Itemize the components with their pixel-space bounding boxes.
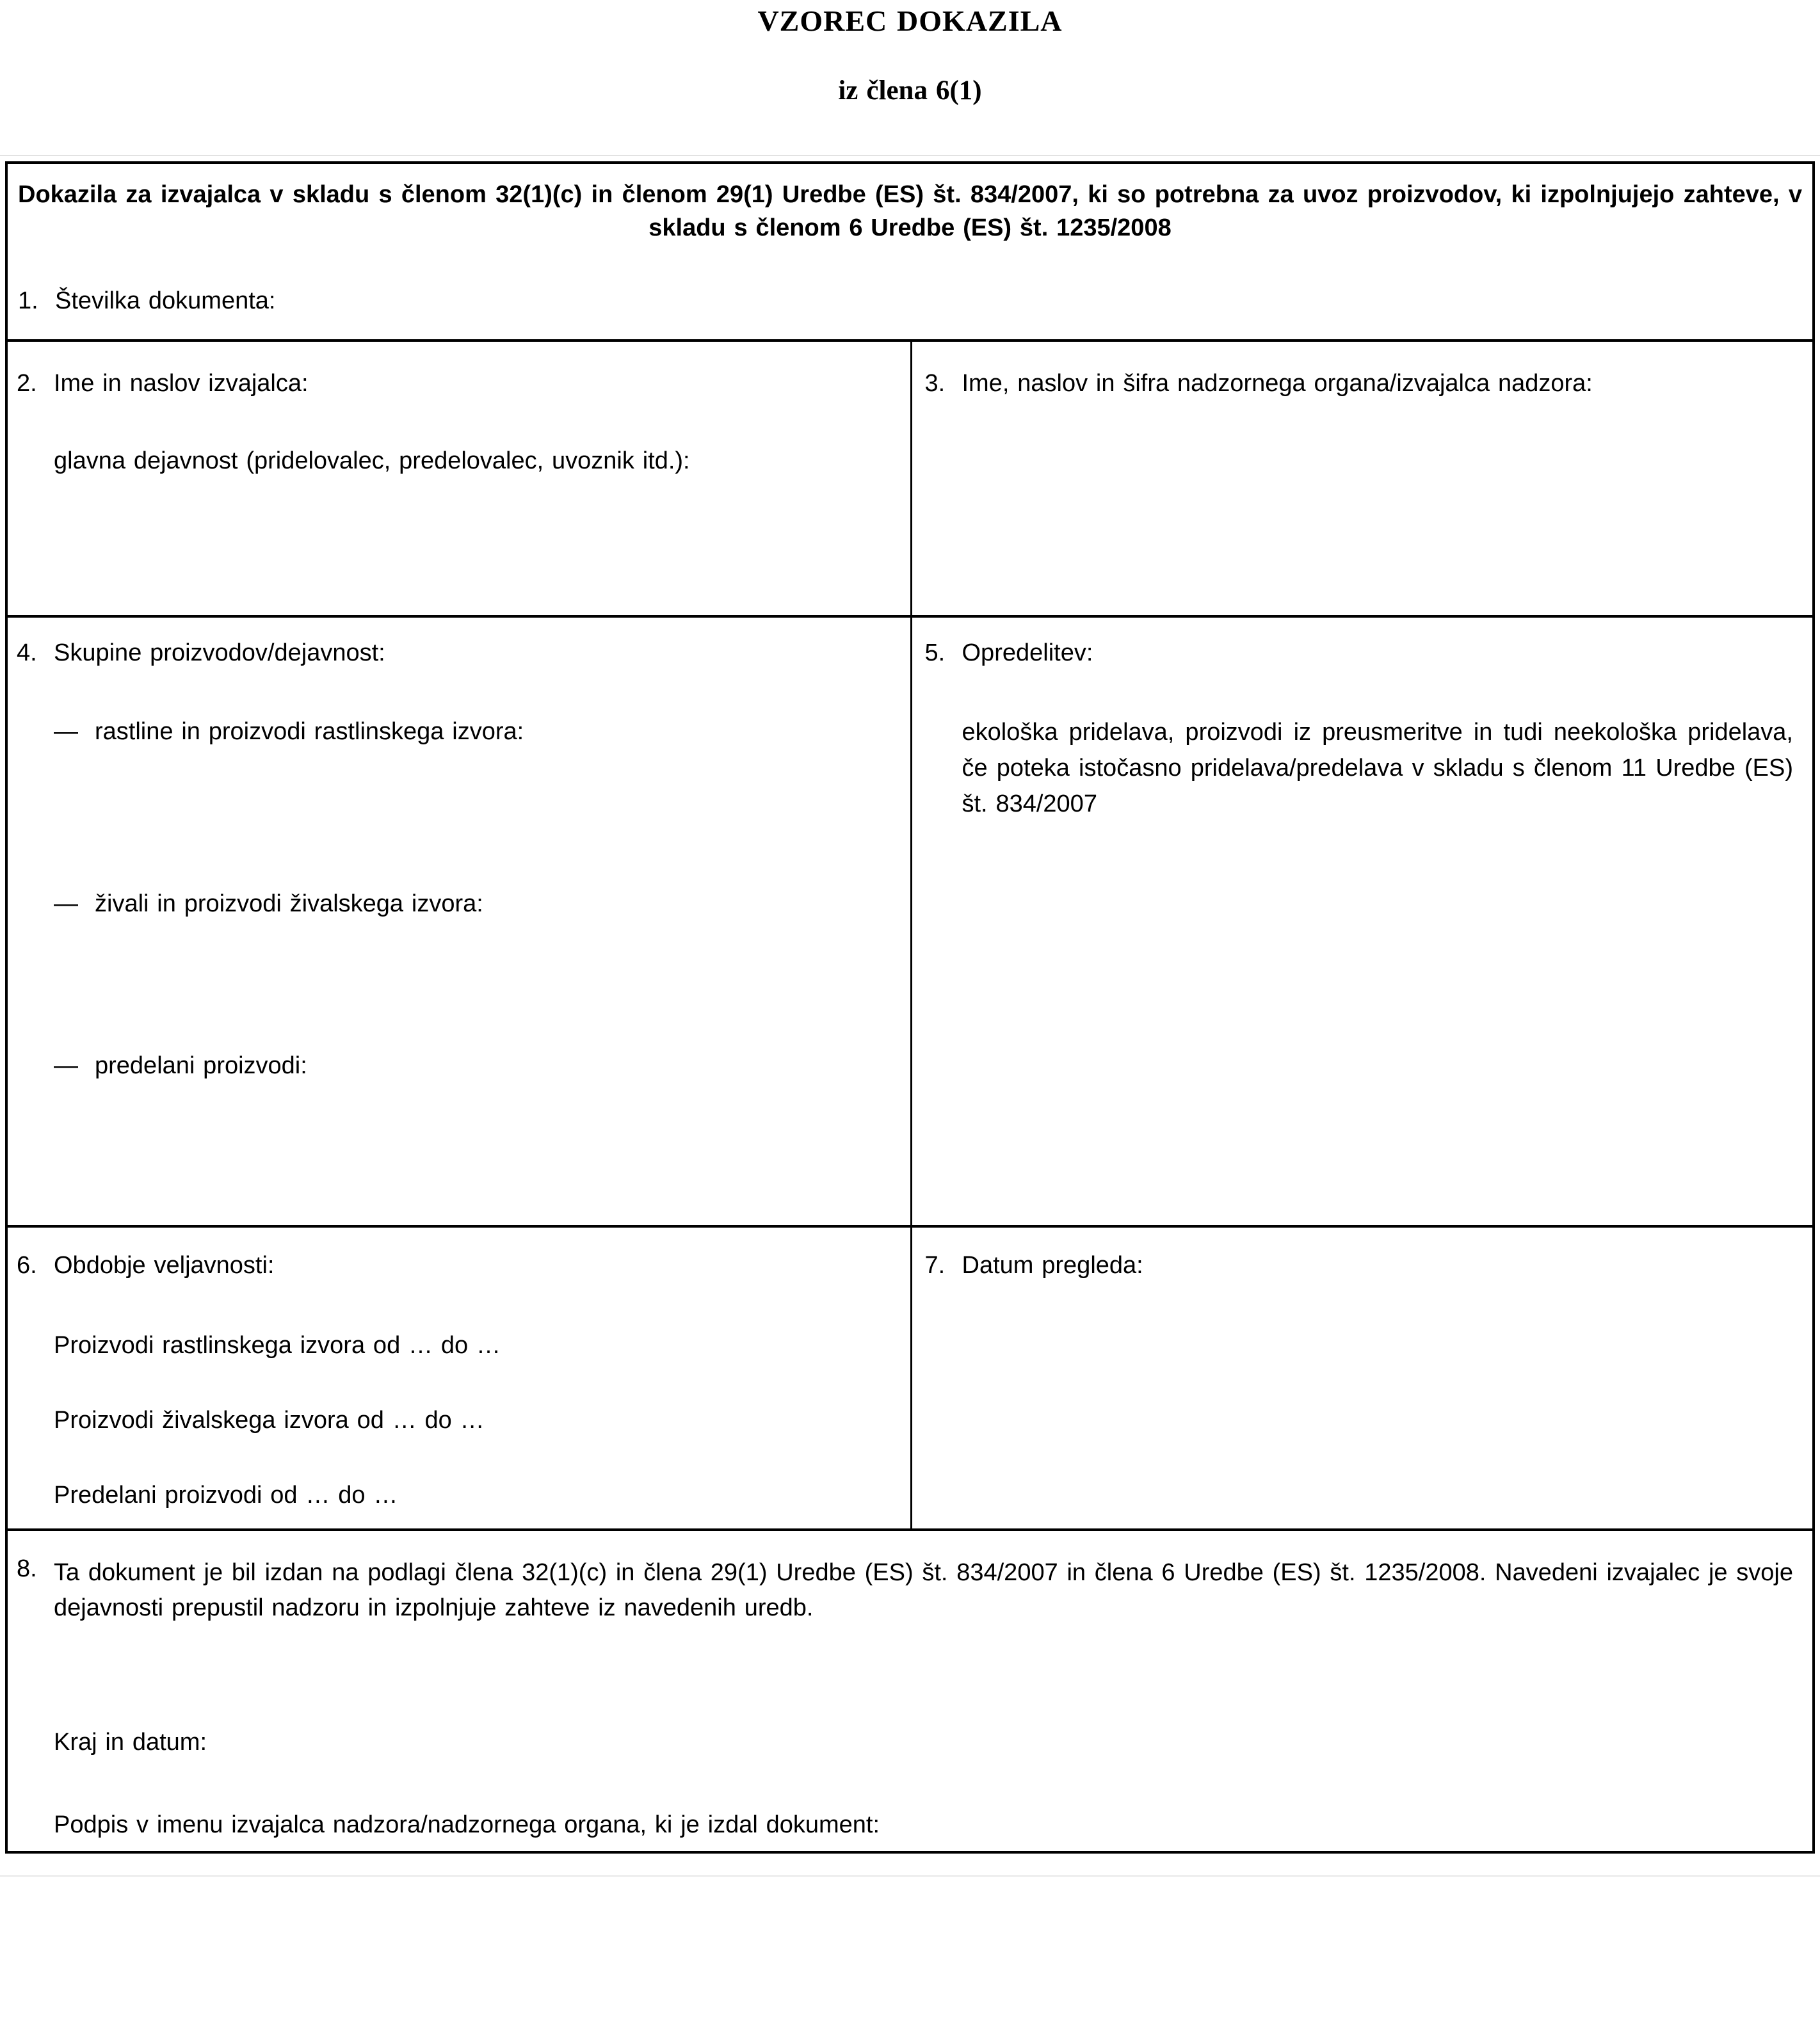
field-control-body — [925, 370, 1794, 397]
field-product-groups — [17, 639, 898, 667]
dash-bullet: — — [54, 1052, 78, 1079]
validity-line-processed-products: Predelani proizvodi od … do … — [54, 1482, 398, 1509]
row-validity-and-inspection-date — [8, 1225, 1812, 1528]
field-declaration — [17, 1555, 1793, 1625]
field-number: 5. — [924, 639, 946, 666]
document-subtitle: iz člena 6(1) — [838, 76, 982, 106]
field-number: 1. — [18, 287, 38, 314]
cell-product-groups — [8, 618, 910, 1225]
scan-artifact-line-top — [0, 155, 1820, 156]
field-number: 8. — [17, 1555, 37, 1582]
field-label: Skupine proizvodov/dejavnost: — [54, 639, 385, 666]
row-header-and-document-number — [8, 164, 1812, 339]
list-item-processed-products — [54, 1052, 898, 1080]
field-number: 7. — [924, 1252, 946, 1279]
cell-operator-name-address — [8, 342, 910, 615]
field-validity-period — [17, 1252, 898, 1279]
scan-artifact-line-bottom — [0, 1875, 1820, 1877]
cell-inspection-date — [910, 1228, 1813, 1528]
field-number: 6. — [17, 1252, 37, 1279]
field-document-number — [18, 287, 1802, 315]
field-number: 3. — [924, 370, 946, 397]
dash-bullet: — — [54, 890, 78, 917]
row-declaration-and-signature — [8, 1528, 1812, 1851]
dash-bullet: — — [54, 718, 78, 745]
field-label: Datum pregleda: — [962, 1252, 1143, 1279]
declaration-text: Ta dokument je bil izdan na podlagi člena 32(1)(c) in člena 29(1) Uredbe (ES) št. 834/2007 in člena 6 Uredbe (ES) št. 1235/2008. Navedeni izvajalec je svoje dejavnosti prepustil nadzoru in izpolnjuje zahteve iz navedenih uredb. — [54, 1559, 1793, 1621]
signature-label: Podpis v imenu izvajalca nadzora/nadzornega organa, ki je izdal dokument: — [54, 1811, 880, 1839]
row-operator-and-control-body — [8, 339, 1812, 615]
field-definition — [925, 639, 1794, 667]
field-inspection-date — [925, 1252, 1794, 1279]
cell-control-body — [910, 342, 1813, 615]
evidence-form-table — [5, 161, 1815, 1854]
cell-definition — [910, 618, 1813, 1225]
validity-line-animal-products: Proizvodi živalskega izvora od … do … — [54, 1407, 485, 1434]
field-label: Številka dokumenta: — [55, 287, 276, 314]
list-item-animals — [54, 890, 898, 918]
document-title: VZOREC DOKAZILA — [757, 4, 1063, 37]
field-label: Ime in naslov izvajalca: — [54, 370, 309, 397]
row-product-groups-and-definition — [8, 615, 1812, 1225]
field-number: 4. — [17, 639, 37, 666]
field-operator-name-address — [17, 370, 898, 397]
definition-text: ekološka pridelava, proizvodi iz preusmeritve in tudi neekološka pridelava, če poteka istočasno pridelava/predelava v skladu s členom 11 Uredbe (ES) št. 834/2007 — [962, 719, 1793, 818]
field-main-activity-label: glavna dejavnost (pridelovalec, predelovalec, uvoznik itd.): — [54, 447, 690, 474]
list-item-label: predelani proizvodi: — [95, 1052, 307, 1079]
field-label: Opredelitev: — [962, 639, 1093, 666]
place-and-date-label: Kraj in datum: — [54, 1729, 207, 1756]
field-label: Ime, naslov in šifra nadzornega organa/izvajalca nadzora: — [962, 370, 1593, 397]
validity-line-plant-products: Proizvodi rastlinskega izvora od … do … — [54, 1332, 501, 1359]
form-header-text: Dokazila za izvajalca v skladu s členom 32(1)(c) in členom 29(1) Uredbe (ES) št. 834/2007, ki so potrebna za uvoz proizvodov, ki izpolnjujejo zahteve, v skladu s členom 6 Uredbe (ES) št. 1235/2008 — [18, 181, 1802, 242]
list-item-plants — [54, 718, 898, 746]
field-label: Obdobje veljavnosti: — [54, 1252, 275, 1279]
field-number: 2. — [17, 370, 37, 397]
list-item-label: rastline in proizvodi rastlinskega izvora: — [95, 718, 524, 745]
list-item-label: živali in proizvodi živalskega izvora: — [95, 890, 483, 917]
cell-validity-period — [8, 1228, 910, 1528]
